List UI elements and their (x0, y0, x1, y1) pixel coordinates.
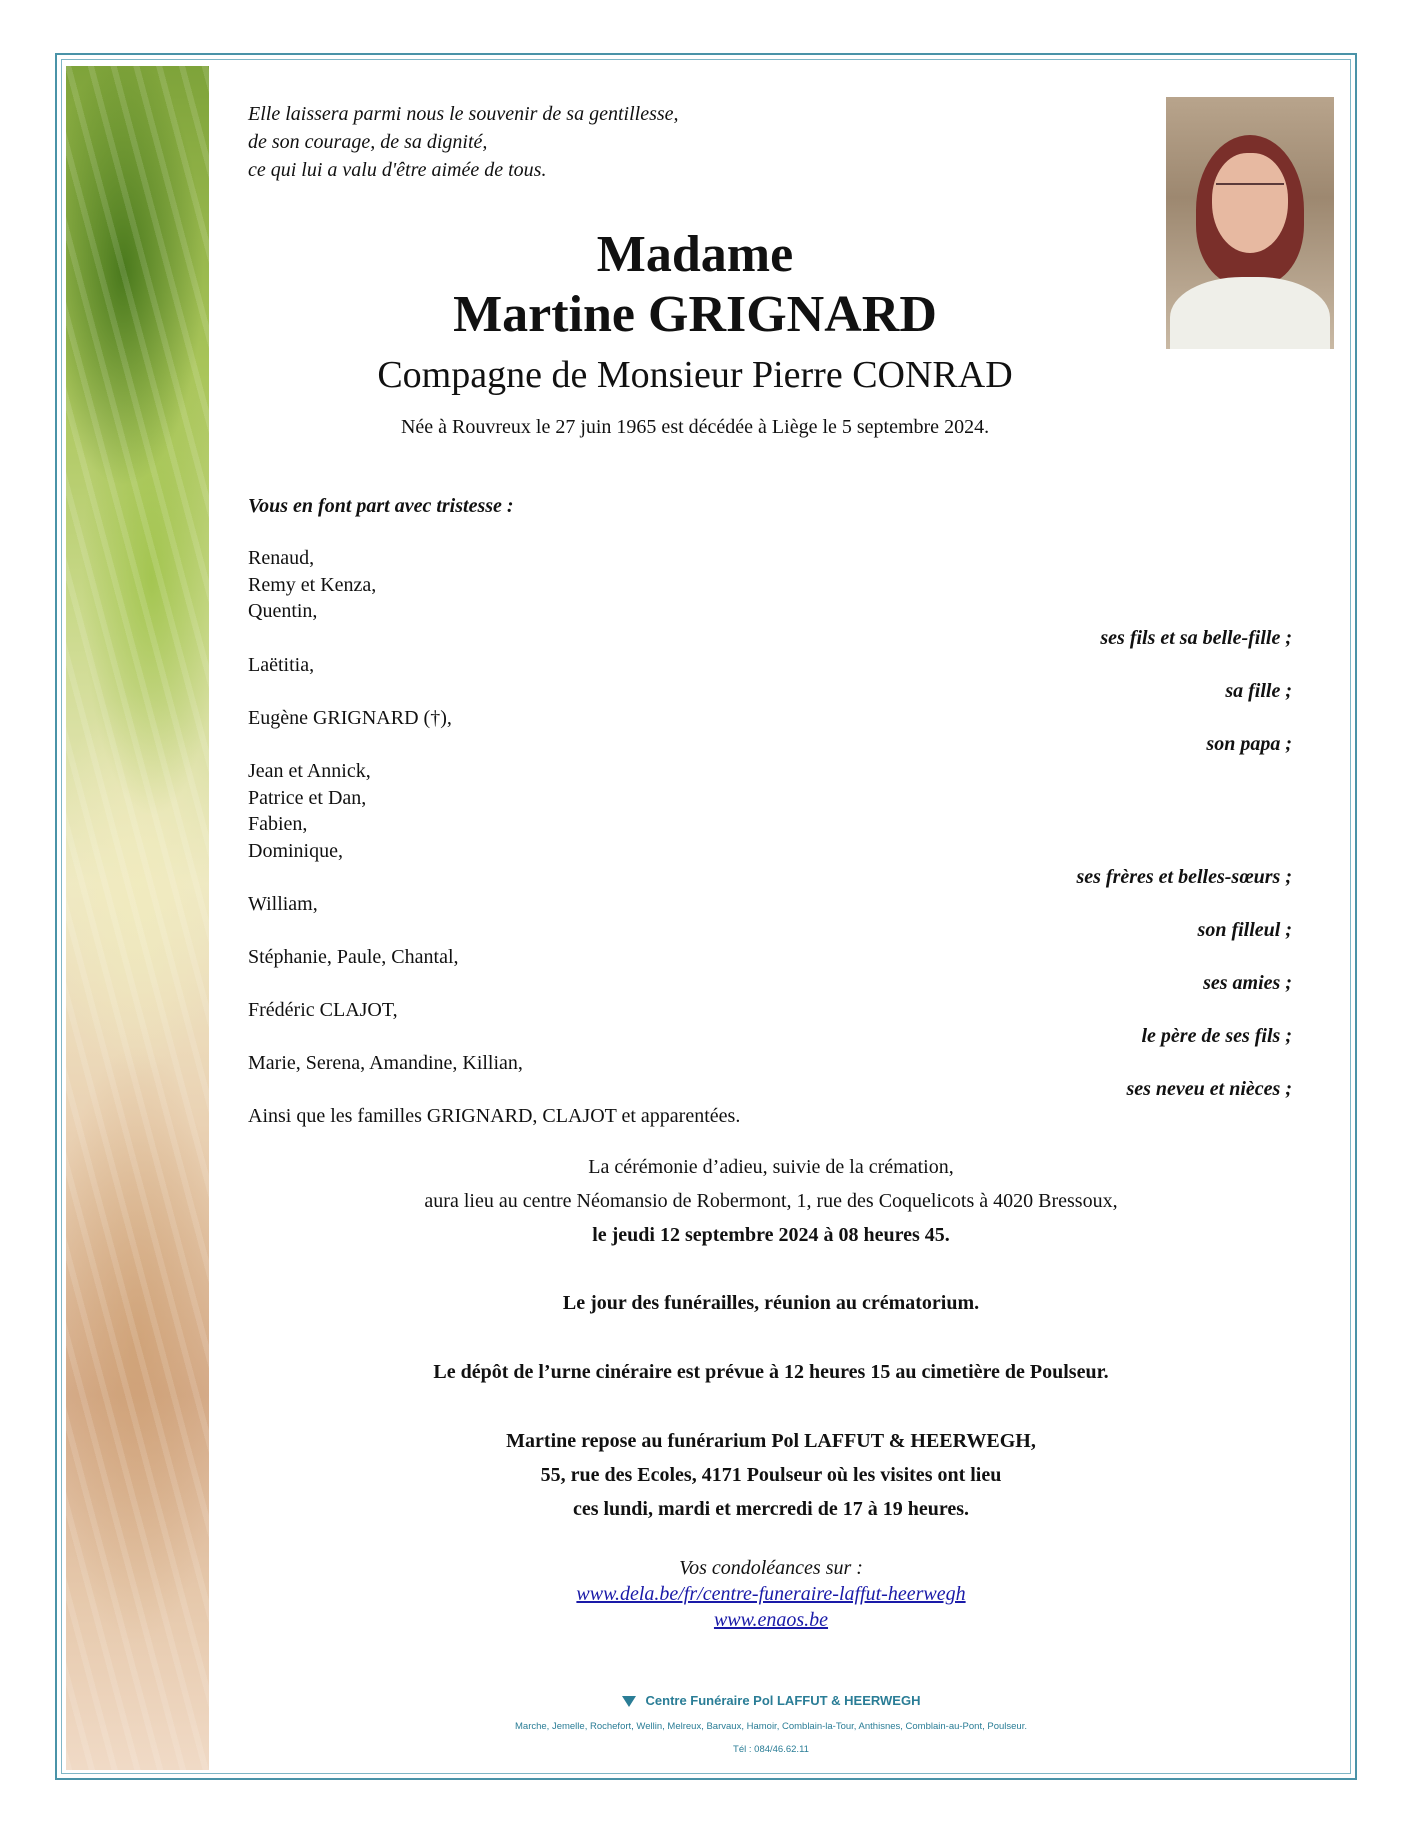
deceased-name: Martine GRIGNARD (453, 286, 937, 343)
ceremony-info (248, 1150, 1294, 1252)
family-name: Marie, Serena, Amandine, Killian, (248, 1052, 523, 1074)
family-name: William, (248, 893, 318, 915)
birth-death-line: Née à Rouvreux le 27 juin 1965 est décédée à Liège le 5 septembre 2024. (400, 416, 990, 438)
quote-line: de son courage, de sa dignité, (248, 131, 488, 153)
forest-path-image (66, 66, 209, 1770)
family-name: Stéphanie, Paule, Chantal, (248, 946, 459, 968)
family-relation: ses amies ; (1203, 972, 1292, 994)
family-relation: ses fils et sa belle-fille ; (1100, 627, 1292, 649)
memorial-quote (248, 100, 948, 184)
deceased-title (245, 225, 1145, 345)
family-relation: son filleul ; (1197, 919, 1292, 941)
condolences-link-enaos[interactable]: www.enaos.be (713, 1609, 829, 1631)
family-relation: son papa ; (1206, 733, 1292, 755)
family-group-names (248, 705, 452, 732)
urn-line: Le dépôt de l’urne cinéraire est prévue à 12 heures 15 au cimetière de Poulseur. (433, 1361, 1109, 1383)
family-group-names (248, 997, 398, 1024)
family-name: Eugène GRIGNARD (†), (248, 707, 452, 729)
rest-line: Martine repose au funérarium Pol LAFFUT & HEERWEGH, (506, 1430, 1036, 1452)
quote-line: Elle laissera parmi nous le souvenir de sa gentillesse, (248, 103, 679, 125)
ceremony-line: La cérémonie d’adieu, suivie de la crémation, (588, 1156, 954, 1178)
family-group-names (248, 944, 459, 971)
family-name: Patrice et Dan, (248, 786, 367, 809)
quote-line: ce qui lui a valu d'être aimée de tous. (248, 159, 547, 181)
partner-line: Compagne de Monsieur Pierre CONRAD (377, 354, 1013, 396)
families-line: Ainsi que les familles GRIGNARD, CLAJOT et apparentées. (248, 1105, 741, 1127)
condolences (248, 1555, 1294, 1633)
family-group-names (248, 545, 376, 625)
family-name: Frédéric CLAJOT, (248, 999, 398, 1021)
family-relation: sa fille ; (1225, 680, 1292, 702)
footer-company-name: Centre Funéraire Pol LAFFUT & HEERWEGH (645, 1693, 921, 1708)
family-relation: ses frères et belles-sœurs ; (1076, 866, 1292, 888)
family-relation: le père de ses fils ; (1141, 1025, 1292, 1047)
ceremony-line: aura lieu au centre Néomansio de Robermont, 1, rue des Coquelicots à 4020 Bressoux, (424, 1190, 1118, 1212)
triangle-down-icon (622, 1696, 636, 1707)
ceremony-date: le jeudi 12 septembre 2024 à 08 heures 45. (592, 1224, 950, 1246)
family-group-names (248, 1050, 523, 1077)
announcement-intro: Vous en font part avec tristesse : (248, 495, 514, 517)
family-group-names (248, 891, 318, 918)
rest-info (248, 1424, 1294, 1526)
footer-company (248, 1693, 1294, 1708)
portrait-photo (1166, 97, 1334, 349)
meeting-line: Le jour des funérailles, réunion au crématorium. (562, 1292, 980, 1314)
footer-phone: Tél : 084/46.62.11 (733, 1744, 809, 1755)
family-relation: ses neveu et nièces ; (1126, 1078, 1292, 1100)
family-group-names (248, 758, 371, 864)
family-name: Renaud, (248, 547, 315, 569)
family-group-names (248, 652, 314, 679)
condolences-link-dela[interactable]: www.dela.be/fr/centre-funeraire-laffut-heerwegh (576, 1583, 966, 1605)
family-name: Fabien, (248, 813, 308, 835)
rest-line: 55, rue des Ecoles, 4171 Poulseur où les visites ont lieu (540, 1464, 1002, 1486)
family-name: Jean et Annick, (248, 760, 371, 782)
family-name: Dominique, (248, 839, 343, 862)
footer-locations: Marche, Jemelle, Rochefort, Wellin, Melreux, Barvaux, Hamoir, Comblain-la-Tour, Anthisnes, Comblain-au-Pont, Poulseur. (515, 1721, 1027, 1732)
condolences-label: Vos condoléances sur : (679, 1557, 863, 1579)
honorific: Madame (596, 226, 794, 283)
family-name: Laëtitia, (248, 654, 315, 676)
family-name: Remy et Kenza, (248, 573, 377, 596)
family-name: Quentin, (248, 600, 318, 622)
rest-line: ces lundi, mardi et mercredi de 17 à 19 heures. (572, 1498, 970, 1520)
